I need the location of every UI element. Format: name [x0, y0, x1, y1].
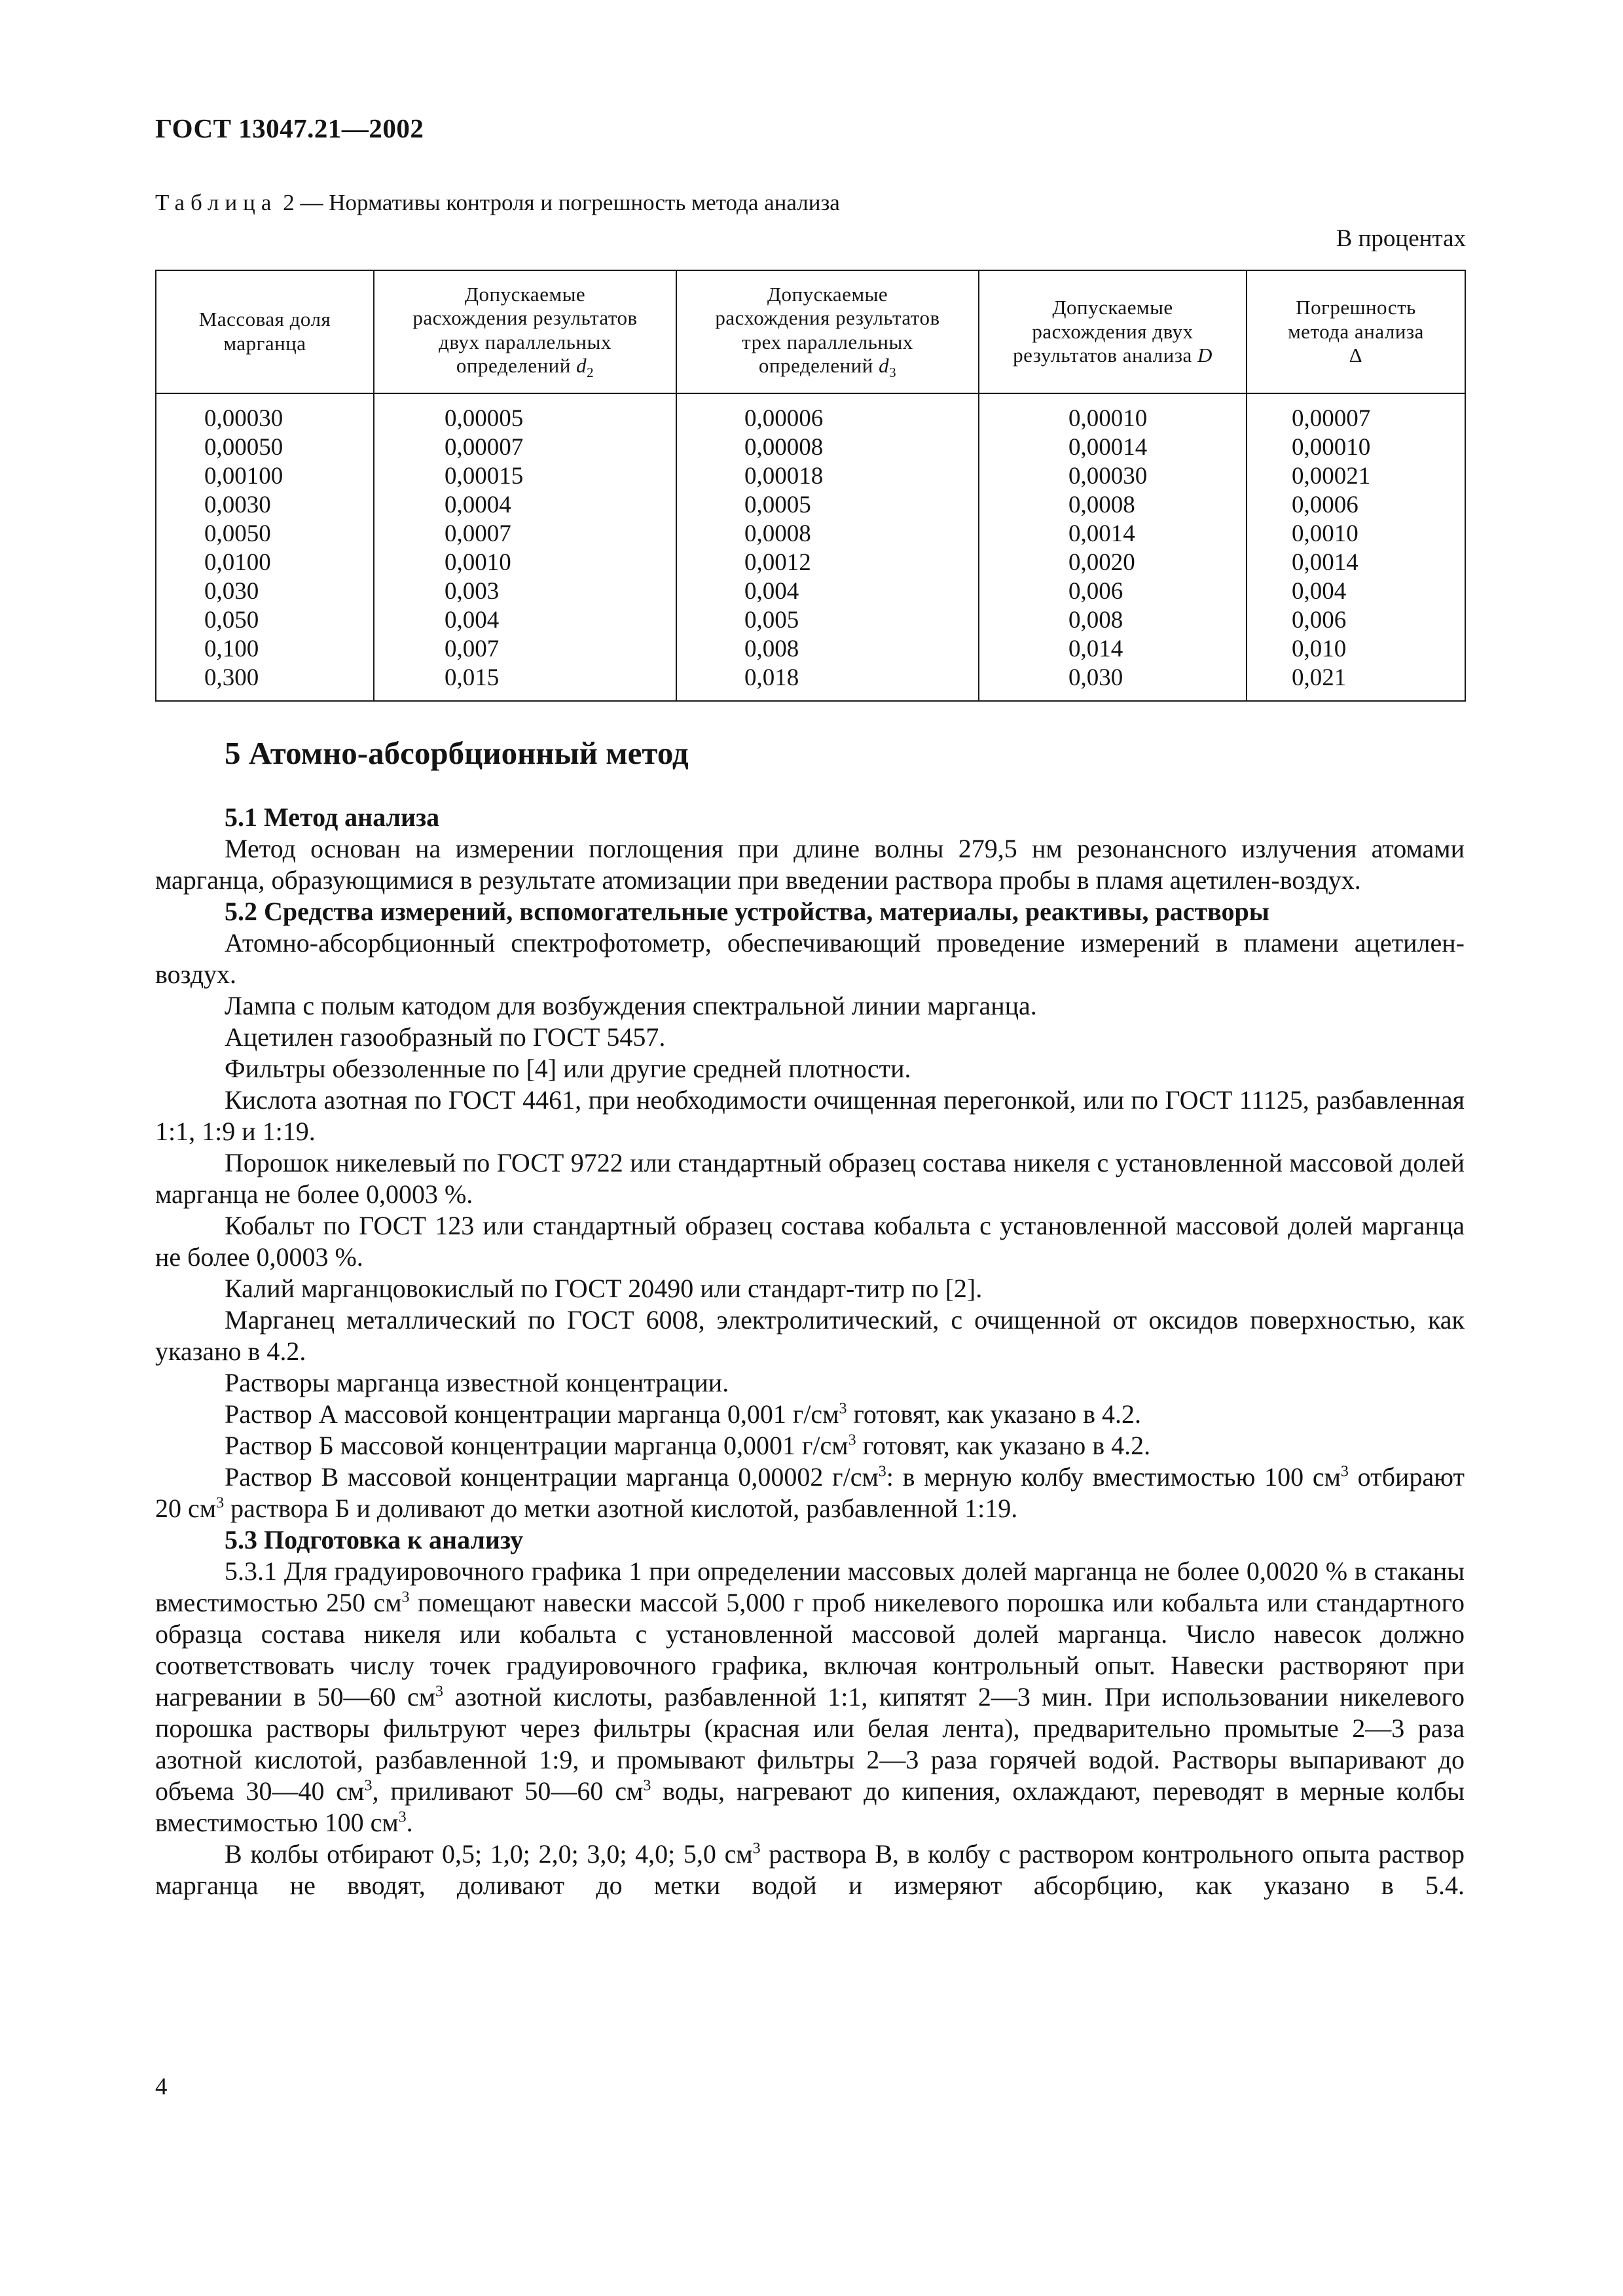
table-cell: 0,0010	[1292, 520, 1359, 547]
column-header-line: Допускаемые	[1052, 296, 1173, 319]
table-column-cell	[676, 393, 979, 701]
column-header-line: марганца	[223, 332, 306, 355]
table-cell: 0,00030	[1068, 463, 1148, 490]
table-cell: 0,00005	[445, 405, 524, 432]
superscript: 3	[643, 1777, 651, 1795]
table-cell: 0,0050	[204, 520, 271, 547]
text-run: Раствор В массовой концентрации марганца 0,00002 г/см	[225, 1462, 879, 1492]
column-header-line: трех параллельных	[742, 330, 913, 353]
column-header-line: результатов анализа	[1013, 344, 1197, 367]
table-cell: 0,00015	[445, 463, 524, 490]
table-cell: 0,0010	[445, 549, 511, 576]
superscript: 3	[435, 1683, 444, 1700]
table-cell: 0,00030	[204, 405, 283, 432]
text-run: готовят, как указано в 4.2.	[847, 1399, 1141, 1429]
table-cell: 0,0005	[744, 492, 811, 518]
subsection-heading: 5.1 Метод анализа	[225, 802, 440, 832]
paragraph	[155, 1462, 1465, 1524]
table-cell: 0,00007	[1292, 405, 1371, 432]
table-cell: 0,004	[744, 578, 799, 605]
table-cell: 0,0030	[204, 492, 271, 518]
table-cell: 0,00006	[744, 405, 824, 432]
table-cell: 0,010	[1292, 636, 1347, 662]
table-cell: 0,0020	[1068, 549, 1135, 576]
column-header-symbol: d	[879, 354, 890, 378]
text-run: воды, нагревают до кипения, охлаждают, переводят в мерные колбы вместимостью 100 см	[155, 1776, 1465, 1837]
text-run: раствора В, в колбу с раствором контрольного опыта раствор марганца не вводят, доливают до метки водой и измеряют абсорбцию, как указано в 5.4.	[155, 1839, 1465, 1900]
text-run: 5.3.1 Для градуировочного графика 1 при определении массовых долей марганца не более 0,0020 % в стаканы вместимостью 250 см	[155, 1556, 1465, 1617]
column-header-line: определений	[758, 354, 879, 378]
superscript: 3	[398, 1808, 407, 1826]
paragraph: Порошок никелевый по ГОСТ 9722 или стандартный образец состава никеля с установленной массовой долей марганца не более 0,0003 %.	[155, 1148, 1465, 1209]
page-number: 4	[155, 2073, 168, 2100]
text-run: , приливают 50—60 см	[372, 1776, 644, 1806]
column-header	[676, 270, 979, 393]
text-run: помещают навески массой 5,000 г проб никелевого порошка или кобальта или стандартного образца состава никеля или кобальта с установленной массовой долей марганца. Число навесок должно соответствовать числу точек градуировочного графика, включая контрольный опыт. Навески растворяют при нагревании в 50—60 см	[155, 1588, 1465, 1712]
table-cell: 0,050	[204, 607, 259, 634]
table-column-cell	[156, 393, 374, 701]
table-cell: 0,0008	[1068, 492, 1135, 518]
column-header-symbol: d	[576, 354, 587, 378]
table-column-cell	[979, 393, 1247, 701]
table-cell: 0,00010	[1068, 405, 1148, 432]
column-header	[156, 270, 374, 393]
subsection-heading: 5.2 Средства измерений, вспомогательные устройства, материалы, реактивы, растворы	[225, 897, 1269, 926]
paragraph: Калий марганцовокислый по ГОСТ 20490 или стандарт-титр по [2].	[225, 1274, 983, 1303]
column-header	[374, 270, 676, 393]
table-cell: 0,004	[445, 607, 500, 634]
paragraph: Кобальт по ГОСТ 123 или стандартный образец состава кобальта с установленной массовой долей марганца не более 0,0003 %.	[155, 1211, 1465, 1272]
table-cell: 0,00018	[744, 463, 824, 490]
table-caption-label: Таблица	[155, 190, 278, 215]
table-cell: 0,015	[445, 664, 500, 691]
paragraph	[155, 1399, 1465, 1430]
column-header-line: Погрешность	[1296, 296, 1416, 319]
column-header-symbol: D	[1197, 344, 1213, 367]
text-run: В колбы отбирают 0,5; 1,0; 2,0; 3,0; 4,0; 5,0 см	[225, 1839, 753, 1869]
table-cell: 0,00050	[204, 434, 283, 461]
section-title: 5 Атомно-абсорбционный метод	[225, 735, 689, 771]
subsection-heading: 5.3 Подготовка к анализу	[225, 1525, 524, 1554]
paragraph	[155, 1430, 1465, 1462]
superscript: 3	[1340, 1463, 1349, 1480]
table-caption	[155, 190, 840, 216]
superscript: 3	[364, 1777, 373, 1795]
table-cell: 0,00014	[1068, 434, 1148, 461]
text-run: азотной кислоты, разбавленной 1:1, кипятят 2—3 мин. При использовании никелевого порошка растворы фильтруют через фильтры (красная или белая лента), предварительно промытые 2—3 раза азотной кислотой, разбавленной 1:9, и промывают фильтры 2—3 раза горячей водой. Растворы выпаривают до объема 30—40 см	[155, 1682, 1465, 1806]
table-cell: 0,00021	[1292, 463, 1371, 490]
paragraph: Метод основан на измерении поглощения при длине волны 279,5 нм резонансного излучения атомами марганца, образующимися в результате атомизации при введении раствора пробы в пламя ацетилен-воздух.	[155, 834, 1465, 895]
paragraph: Марганец металлический по ГОСТ 6008, электролитический, с очищенной от оксидов поверхностью, как указано в 4.2.	[155, 1305, 1465, 1366]
superscript: 3	[878, 1463, 886, 1480]
document-header: ГОСТ 13047.21—2002	[155, 113, 424, 143]
superscript: 3	[216, 1494, 225, 1512]
column-header-subscript: 2	[587, 365, 594, 381]
table-cell: 0,0014	[1068, 520, 1135, 547]
table-cell: 0,005	[744, 607, 799, 634]
paragraph: Фильтры обеззоленные по [4] или другие средней плотности.	[225, 1054, 911, 1083]
table-cell: 0,00007	[445, 434, 524, 461]
column-header-line: Допускаемые	[464, 282, 586, 306]
table-cell: 0,0014	[1292, 549, 1359, 576]
paragraph	[155, 1556, 1465, 1839]
column-header-line: метода анализа	[1288, 319, 1424, 343]
table-cell: 0,006	[1292, 607, 1347, 634]
table-cell: 0,0004	[445, 492, 511, 518]
text-run: раствора Б и доливают до метки азотной кислотой, разбавленной 1:19.	[224, 1494, 1018, 1523]
column-header-subscript: 3	[889, 365, 897, 381]
table-cell: 0,006	[1068, 578, 1123, 605]
text-run: Раствор А массовой концентрации марганца 0,001 г/см	[225, 1399, 839, 1429]
text-run: готовят, как указано в 4.2.	[856, 1431, 1151, 1460]
paragraph: Лампа с полым катодом для возбуждения спектральной линии марганца.	[225, 991, 1037, 1020]
paragraph: Ацетилен газообразный по ГОСТ 5457.	[225, 1022, 666, 1052]
table-cell: 0,007	[445, 636, 500, 662]
table-column-cell	[374, 393, 676, 701]
table-cell: 0,030	[204, 578, 259, 605]
paragraph: Кислота азотная по ГОСТ 4461, при необходимости очищенная перегонкой, или по ГОСТ 11125, разбавленная 1:1, 1:9 и 1:19.	[155, 1085, 1465, 1146]
table-cell: 0,030	[1068, 664, 1123, 691]
paragraph: Растворы марганца известной концентрации.	[225, 1368, 729, 1397]
table-cell: 0,014	[1068, 636, 1123, 662]
table-cell: 0,003	[445, 578, 500, 605]
paragraph: Атомно-абсорбционный спектрофотометр, обеспечивающий проведение измерений в пламени ацетилен-воздух.	[155, 928, 1465, 989]
text-run: Раствор Б массовой концентрации марганца 0,0001 г/см	[225, 1431, 848, 1460]
column-header-line: Допускаемые	[767, 282, 888, 306]
column-header	[979, 270, 1247, 393]
table-cell: 0,00100	[204, 463, 283, 490]
superscript: 3	[401, 1588, 410, 1606]
column-header-line: расхождения двух	[1032, 319, 1194, 343]
table-body-row	[156, 393, 1465, 701]
superscript: 3	[839, 1400, 847, 1418]
table-cell: 0,00010	[1292, 434, 1371, 461]
table-header-row	[156, 270, 1465, 393]
table-cell: 0,008	[744, 636, 799, 662]
table-cell: 0,004	[1292, 578, 1347, 605]
column-header	[1247, 270, 1465, 393]
table-cell: 0,0008	[744, 520, 811, 547]
table-cell: 0,0007	[445, 520, 511, 547]
table-cell: 0,00008	[744, 434, 824, 461]
text-run: : в мерную колбу вместимостью 100 см	[886, 1462, 1341, 1492]
table-cell: 0,018	[744, 664, 799, 691]
document-body	[155, 802, 1465, 1901]
table-caption-text: 2 — Нормативы контроля и погрешность метода анализа	[277, 190, 840, 215]
column-header-line: расхождения результатов	[412, 306, 638, 330]
table-cell: 0,100	[204, 636, 259, 662]
table-cell: 0,0012	[744, 549, 811, 576]
superscript: 3	[848, 1431, 856, 1449]
table-units: В процентах	[1336, 225, 1466, 252]
norms-table	[155, 270, 1466, 702]
superscript: 3	[752, 1840, 761, 1857]
table-cell: 0,0006	[1292, 492, 1359, 518]
table-cell: 0,021	[1292, 664, 1347, 691]
column-header-line: Δ	[1349, 344, 1363, 367]
text-run: .	[406, 1808, 413, 1837]
column-header-line: двух параллельных	[439, 330, 611, 353]
table-cell: 0,0100	[204, 549, 271, 576]
paragraph	[155, 1839, 1465, 1901]
table-cell: 0,300	[204, 664, 259, 691]
column-header-line: определений	[456, 354, 577, 378]
table-column-cell	[1247, 393, 1465, 701]
column-header-line: расхождения результатов	[715, 306, 940, 330]
table-cell: 0,008	[1068, 607, 1123, 634]
column-header-line: Массовая доля	[198, 308, 331, 331]
text-run: отбирают 20 см	[155, 1462, 1465, 1523]
